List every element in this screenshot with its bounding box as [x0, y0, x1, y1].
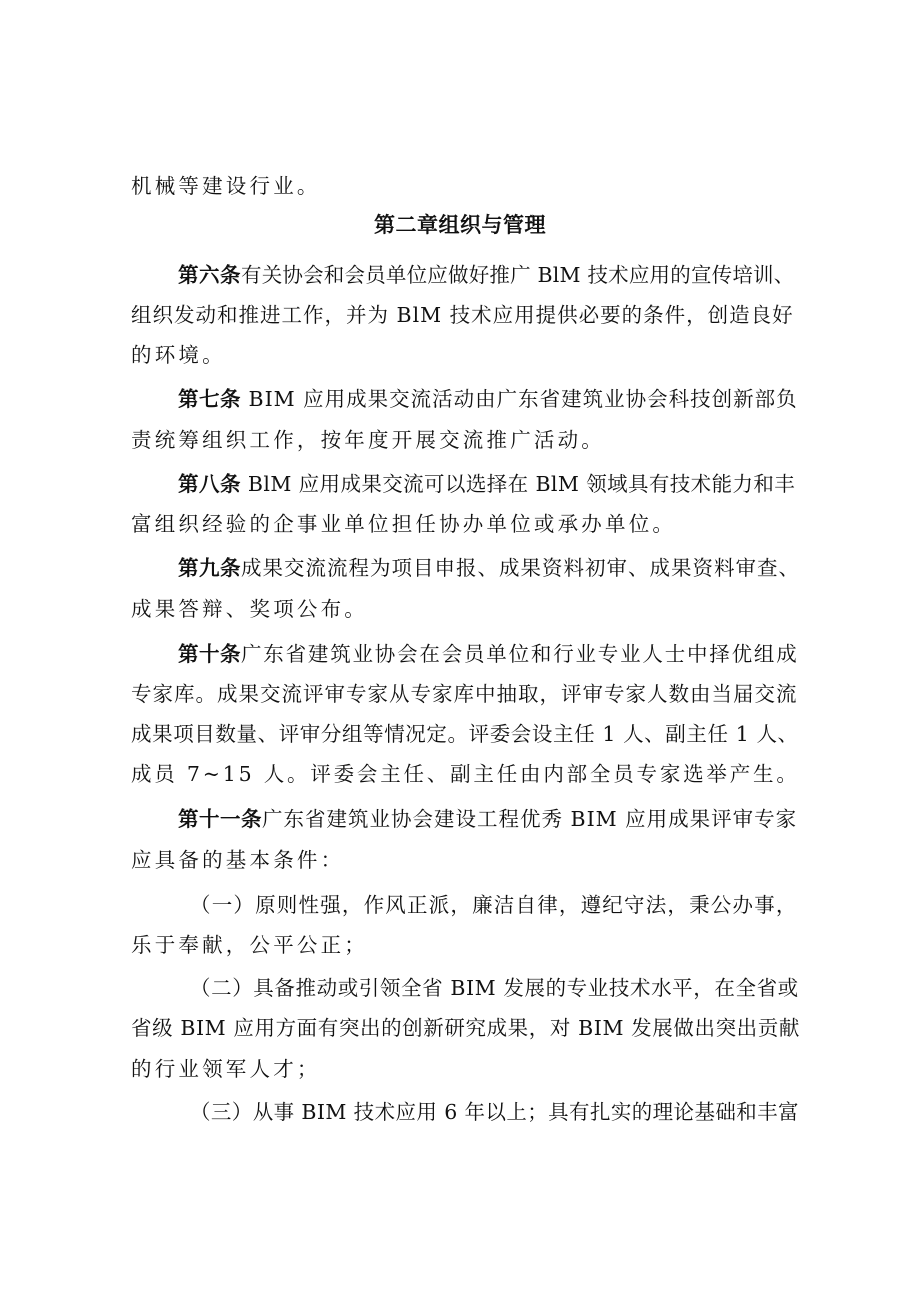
article-9-heading: 第九条: [178, 556, 241, 580]
item-2-line-2: 省级 BIM 应用方面有突出的创新研究成果，对 BIM 发展做出突出贡献: [131, 1016, 800, 1040]
article-10-line-2: 专家库。成果交流评审专家从专家库中抽取，评审专家人数由当届交流: [131, 682, 798, 706]
article-8-text-1: BlM 应用成果交流可以选择在 BlM 领域具有技术能力和丰: [241, 472, 796, 496]
article-6-line-1: [178, 262, 794, 288]
article-8-line-1: [178, 471, 795, 497]
article-10-line-3: 成果项目数量、评审分组等情况定。评委会设主任 1 人、副主任 1 人、: [131, 722, 799, 746]
article-7-line-2: 责统筹组织工作，按年度开展交流推广活动。: [131, 428, 605, 452]
article-7-heading: 第七条: [178, 387, 241, 411]
article-7-text-1: BIM 应用成果交流活动由广东省建筑业协会科技创新部负: [241, 387, 798, 411]
article-9-line-1: [178, 555, 800, 581]
article-6-line-2: 组织发动和推进工作，并为 BlM 技术应用提供必要的条件，创造良好: [131, 303, 794, 327]
chapter-title: 第二章组织与管理: [374, 213, 546, 237]
item-1-line-1: （一）原则性强，作风正派，廉洁自律，遵纪守法，秉公办事，: [190, 893, 798, 917]
article-6-heading: 第六条: [178, 263, 241, 287]
article-8-line-2: 富组织经验的企事业单位担任协办单位或承办单位。: [131, 512, 677, 536]
item-1-line-2: 乐于奉献，公平公正；: [131, 933, 368, 957]
article-7-line-1: [178, 386, 798, 412]
item-2-line-1: （二）具备推动或引领全省 BIM 发展的专业技术水平，在全省或: [190, 976, 799, 1000]
article-11-line-2: 应具备的基本条件：: [131, 848, 345, 872]
item-2-line-3: 的行业领军人才；: [131, 1057, 321, 1081]
article-10-line-1: [178, 641, 799, 667]
article-10-heading: 第十条: [178, 642, 241, 666]
article-6-text-1: 有关协会和会员单位应做好推广 BlM 技术应用的宣传培训、: [241, 263, 795, 287]
intro-line-1: 机械等建设行业。: [131, 174, 321, 198]
item-3-line-1: （三）从事 BIM 技术应用 6 年以上；具有扎实的理论基础和丰富: [190, 1100, 799, 1124]
article-11-text-1: 广东省建筑业协会建设工程优秀 BIM 应用成果评审专家: [262, 807, 798, 831]
article-11-heading: 第十一条: [178, 807, 262, 831]
article-9-line-2: 成果答辩、奖项公布。: [131, 597, 368, 621]
article-6-line-3: 的环境。: [131, 343, 226, 367]
article-9-text-1: 成果交流流程为项目申报、成果资料初审、成果资料审查、: [241, 556, 800, 580]
article-10-text-1: 广东省建筑业协会在会员单位和行业专业人士中择优组成: [241, 642, 799, 666]
article-8-heading: 第八条: [178, 472, 241, 496]
article-10-line-4: 成员 7~15 人。评委会主任、副主任由内部全员专家选举产生。: [131, 762, 800, 786]
article-11-line-1: [178, 806, 797, 832]
